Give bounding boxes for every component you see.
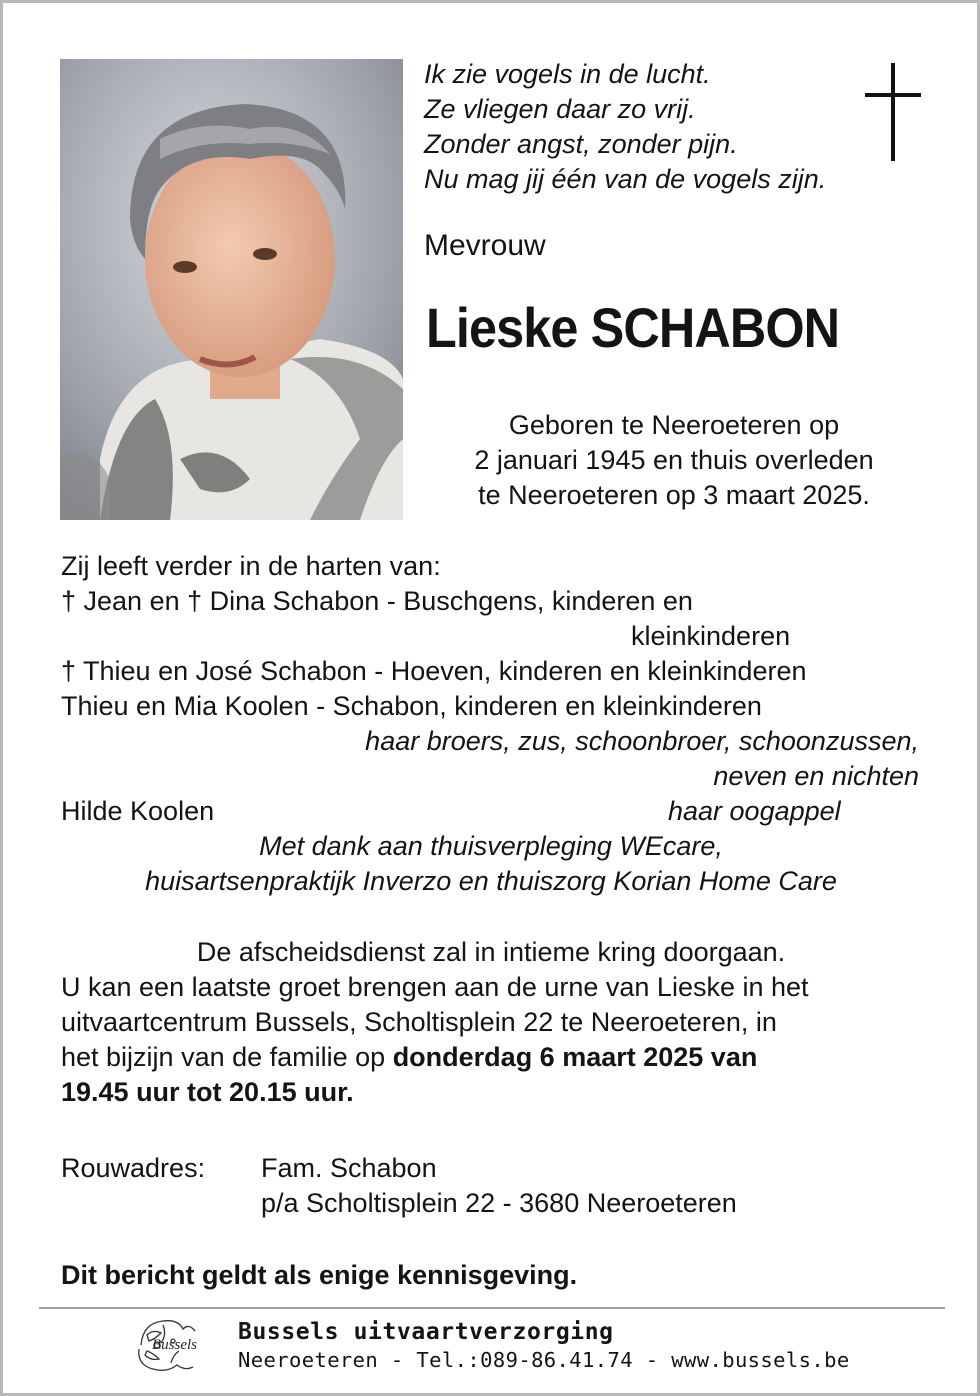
poem-line: Nu mag jij één van de vogels zijn. (424, 164, 827, 194)
service-intro: De afscheidsdienst zal in intieme kring doorgaan. (196, 937, 786, 967)
service-line-text: het bijzijn van de familie op (61, 1042, 393, 1072)
family-line: † Thieu en José Schabon - Hoeven, kinderen en kleinkinderen (61, 656, 807, 686)
relatives-line: neven en nichten (713, 761, 919, 791)
service-time: 19.45 uur tot 20.15 uur. (61, 1077, 354, 1107)
cross-icon (865, 63, 921, 161)
family-line-continued: kleinkinderen (631, 621, 791, 651)
logo-text: Bussels (152, 1337, 197, 1353)
mourning-address-label: Rouwadres: (61, 1153, 206, 1183)
birth-line: te Neeroeteren op 3 maart 2025. (478, 480, 870, 510)
portrait-photo (60, 59, 403, 520)
relatives-line: haar broers, zus, schoonbroer, schoonzussen, (365, 726, 919, 756)
service-line: U kan een laatste groet brengen aan de urne van Lieske in het (61, 972, 809, 1002)
service-line: uitvaartcentrum Bussels, Scholtisplein 22 te Neeroeteren, in (61, 1007, 777, 1037)
service-details (61, 970, 809, 1110)
birth-death-info (424, 408, 924, 513)
service-date: donderdag 6 maart 2025 van (392, 1042, 758, 1072)
poem-line: Zonder angst, zonder pijn. (424, 129, 738, 159)
family-line: Thieu en Mia Koolen - Schabon, kinderen en kleinkinderen (61, 691, 762, 721)
grandchild-role: haar oogappel (668, 796, 841, 826)
undertaker-contact: Neeroeteren - Tel.:089-86.41.74 - www.bussels.be (238, 1348, 850, 1372)
undertaker-name: Bussels uitvaartverzorging (238, 1319, 614, 1345)
service-line (61, 1040, 809, 1075)
poem (424, 57, 864, 197)
family-lead: Zij leeft verder in de harten van: (61, 551, 441, 581)
mourning-address-name: Fam. Schabon (261, 1153, 437, 1183)
thanks-line: huisartsenpraktijk Inverzo en thuiszorg Korian Home Care (145, 866, 837, 896)
title-prefix: Mevrouw (424, 229, 546, 262)
birth-line: 2 januari 1945 en thuis overleden (474, 445, 874, 475)
thanks-line: Met dank aan thuisverpleging WEcare, (259, 831, 723, 861)
deceased-name: Lieske SCHABON (426, 296, 840, 359)
mourning-address-street: p/a Scholtisplein 22 - 3680 Neeroeteren (261, 1188, 737, 1218)
poem-line: Ze vliegen daar zo vrij. (424, 94, 696, 124)
poem-line: Ik zie vogels in de lucht. (424, 59, 711, 89)
birth-line: Geboren te Neeroeteren op (508, 410, 840, 440)
grandchild-name: Hilde Koolen (61, 796, 215, 826)
footer-divider (39, 1307, 945, 1309)
notice: Dit bericht geldt als enige kennisgeving. (61, 1260, 578, 1290)
family-line: † Jean en † Dina Schabon - Buschgens, kinderen en (61, 586, 693, 616)
